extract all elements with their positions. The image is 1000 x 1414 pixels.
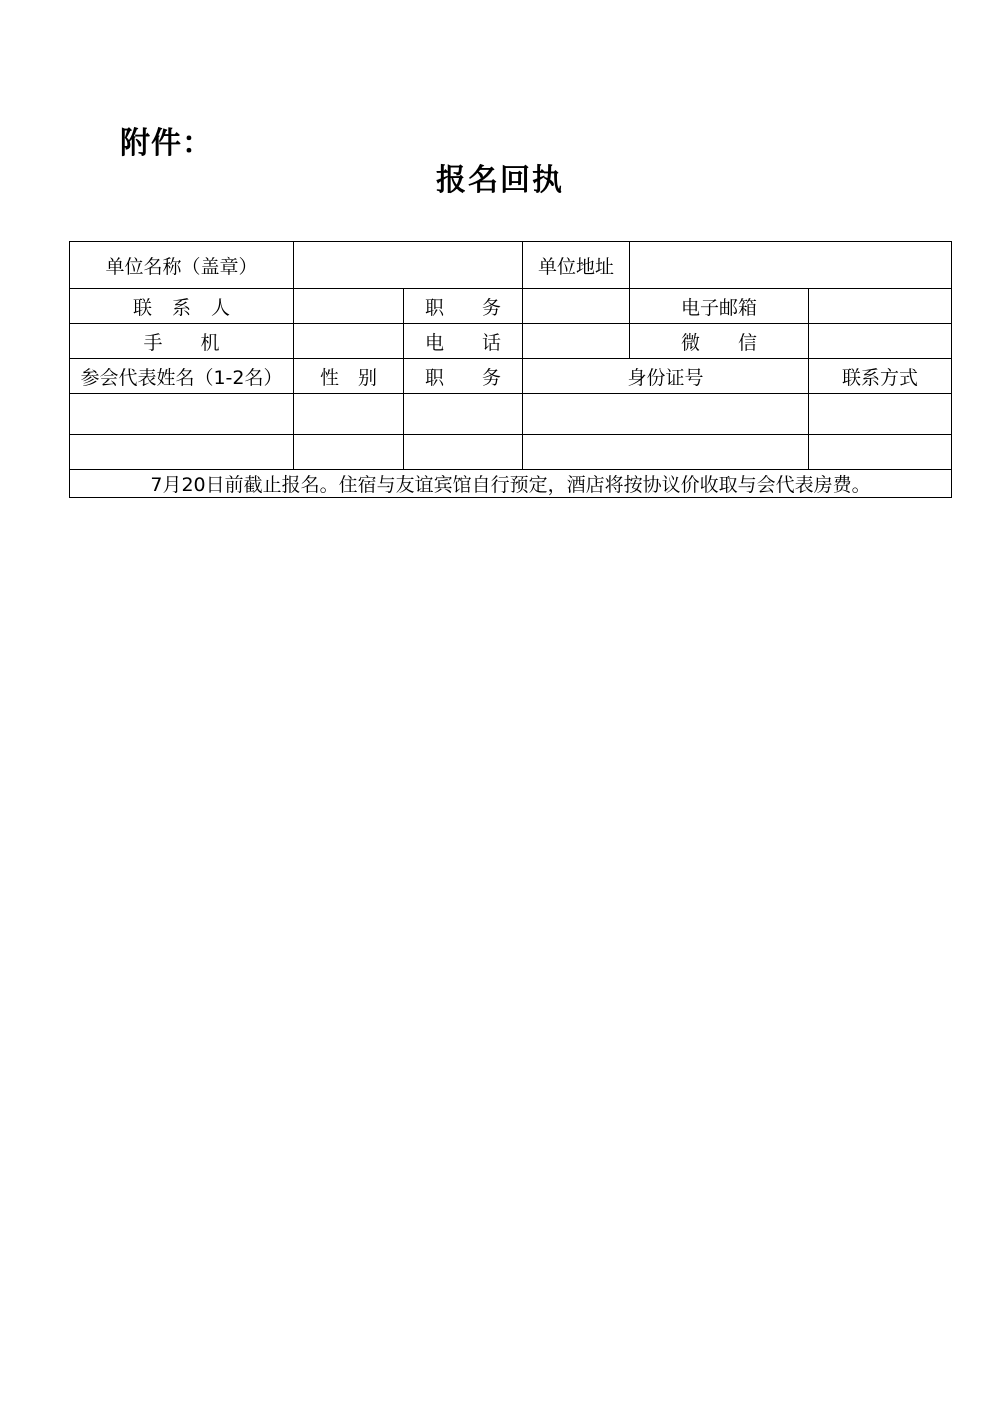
contact-field[interactable] — [294, 289, 404, 324]
email-field[interactable] — [809, 289, 952, 324]
delegate-id-field[interactable] — [523, 394, 809, 435]
delegate-id-field[interactable] — [523, 435, 809, 470]
page-title: 报名回执 — [436, 163, 564, 198]
mobile-field[interactable] — [294, 324, 404, 359]
delegate-contact-field[interactable] — [809, 435, 952, 470]
column-header-gender: 性 别 — [294, 359, 404, 394]
contact-row — [70, 289, 952, 324]
org-name-field[interactable] — [294, 242, 523, 289]
wechat-field[interactable] — [809, 324, 952, 359]
contact-label: 联 系 人 — [70, 289, 294, 324]
org-address-field[interactable] — [630, 242, 952, 289]
org-address-label: 单位地址 — [523, 242, 630, 289]
column-header-position: 职 务 — [404, 359, 523, 394]
email-label: 电子邮箱 — [630, 289, 809, 324]
column-header-id-number: 身份证号 — [523, 359, 809, 394]
column-header-delegate-name: 参会代表姓名（1-2名） — [70, 359, 294, 394]
delegate-row — [70, 394, 952, 435]
delegate-header-row — [70, 359, 952, 394]
delegate-position-field[interactable] — [404, 394, 523, 435]
delegate-name-field[interactable] — [70, 394, 294, 435]
registration-form-table — [69, 241, 952, 498]
phone-label: 电 话 — [404, 324, 523, 359]
delegate-contact-field[interactable] — [809, 394, 952, 435]
note-row — [70, 470, 952, 498]
wechat-label: 微 信 — [630, 324, 809, 359]
column-header-contact-method: 联系方式 — [809, 359, 952, 394]
delegate-gender-field[interactable] — [294, 394, 404, 435]
org-row — [70, 242, 952, 289]
attachment-label: 附件： — [120, 126, 213, 161]
org-name-label: 单位名称（盖章） — [70, 242, 294, 289]
delegate-name-field[interactable] — [70, 435, 294, 470]
position-label: 职 务 — [404, 289, 523, 324]
delegate-gender-field[interactable] — [294, 435, 404, 470]
phone-field[interactable] — [523, 324, 630, 359]
delegate-row — [70, 435, 952, 470]
phone-row — [70, 324, 952, 359]
delegate-position-field[interactable] — [404, 435, 523, 470]
registration-note: 7月20日前截止报名。住宿与友谊宾馆自行预定，酒店将按协议价收取与会代表房费。 — [70, 470, 952, 498]
mobile-label: 手 机 — [70, 324, 294, 359]
position-field[interactable] — [523, 289, 630, 324]
